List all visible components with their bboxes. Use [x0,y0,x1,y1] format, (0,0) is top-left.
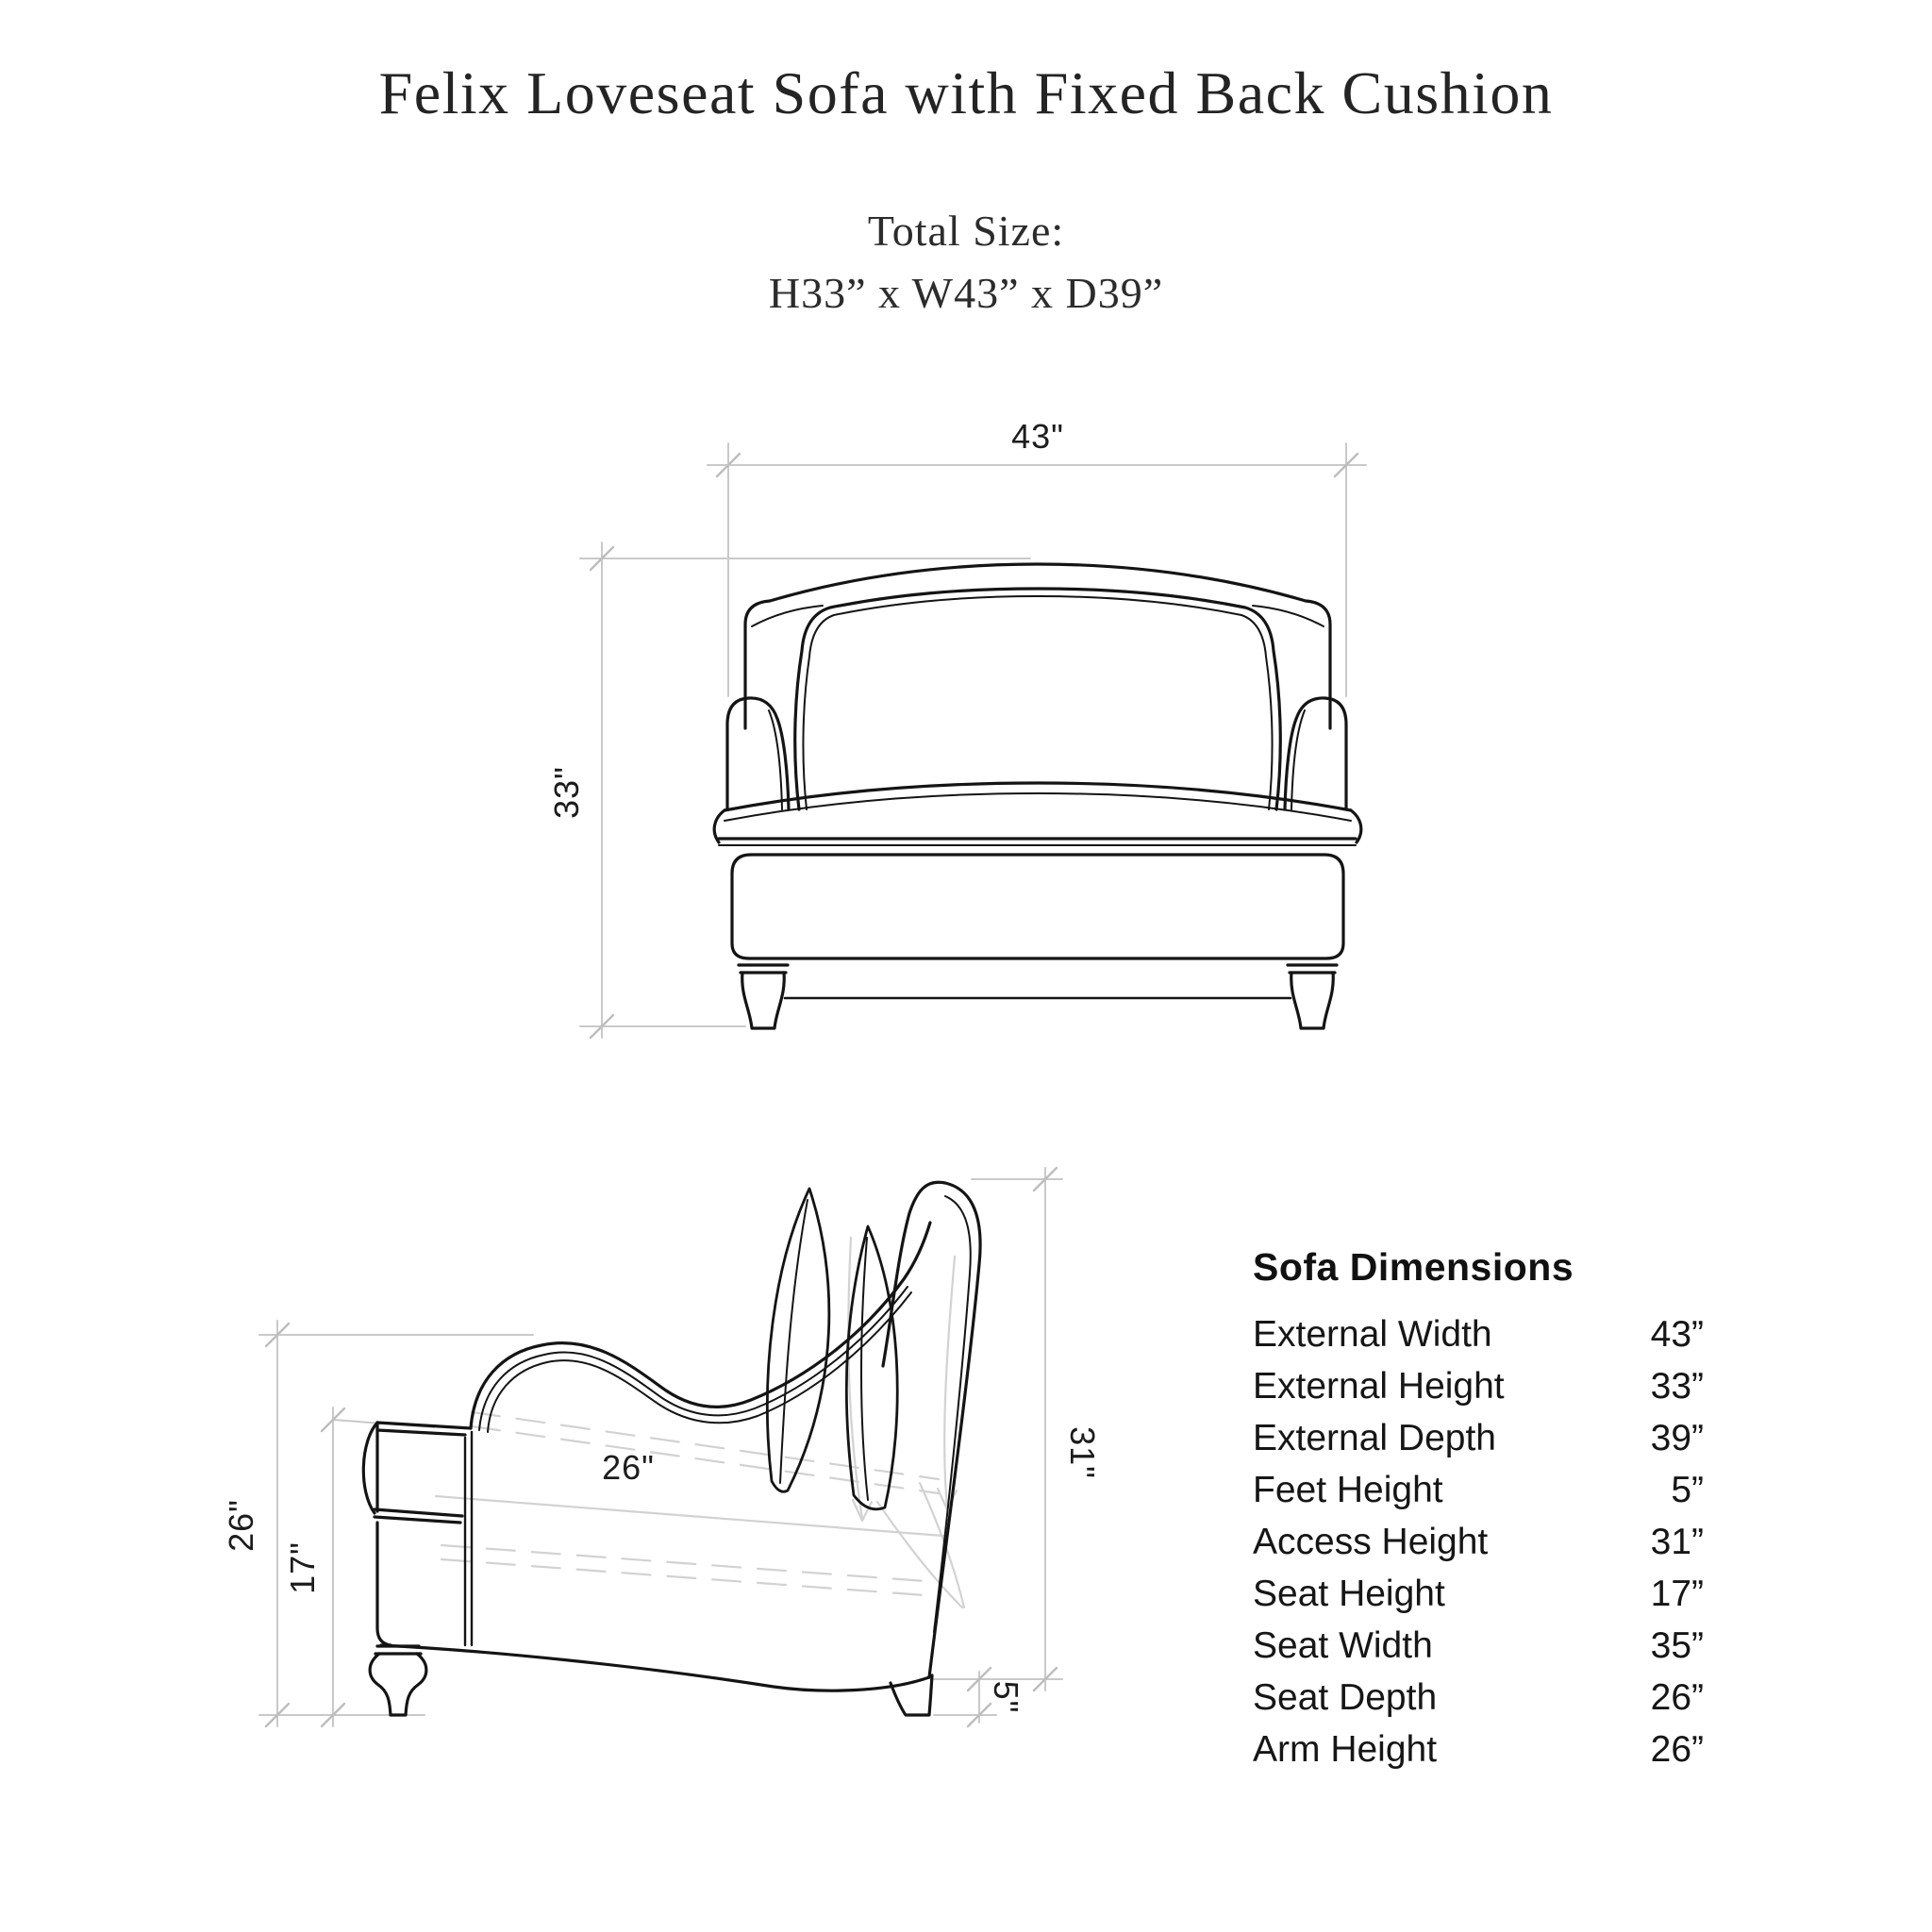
table-row [1253,1412,1704,1464]
front-view-sofa-outline [714,564,1361,1028]
table-row [1253,1516,1704,1568]
row-value: 35” [1650,1624,1704,1666]
page-title: Felix Loveseat Sofa with Fixed Back Cushion [378,59,1554,126]
table-row [1253,1360,1704,1412]
side-access-height-dim-label: 31" [1063,1426,1102,1479]
front-view-dimension-lines [580,443,1366,1038]
table-row [1253,1724,1704,1775]
row-value: 17” [1650,1573,1704,1614]
row-label: Seat Depth [1253,1676,1438,1718]
table-row [1253,1672,1704,1724]
side-arm-height-dim-label: 26" [222,1499,260,1552]
row-label: Seat Height [1253,1573,1445,1614]
row-label: Seat Width [1253,1624,1433,1666]
row-label: External Height [1253,1365,1505,1407]
side-seat-depth-dim-label: 26" [602,1448,655,1487]
row-label: External Width [1253,1313,1492,1355]
row-value: 43” [1650,1313,1704,1355]
row-value: 26” [1650,1676,1704,1718]
front-width-dim-label: 43" [1011,417,1064,456]
side-feet-height-dim-label: 5" [987,1680,1025,1714]
front-height-dim-label: 33" [547,766,586,819]
side-view-sofa-outline [363,1182,980,1715]
table-header: Sofa Dimensions [1253,1245,1574,1289]
side-view-dimension-lines [259,1168,1062,1726]
row-value: 39” [1650,1417,1704,1458]
row-value: 5” [1671,1469,1704,1510]
table-row [1253,1568,1704,1620]
row-label: Arm Height [1253,1728,1438,1770]
row-label: External Depth [1253,1417,1496,1458]
row-label: Feet Height [1253,1469,1443,1510]
total-size-dimensions: H33” x W43” x D39” [768,269,1164,317]
side-seat-height-dim-label: 17" [283,1541,322,1594]
table-row [1253,1464,1704,1516]
row-value: 26” [1650,1728,1704,1770]
row-value: 31” [1650,1521,1704,1562]
table-row [1253,1620,1704,1672]
total-size-label: Total Size: [867,207,1065,255]
sofa-dimensions-table [1253,1245,1704,1775]
row-label: Access Height [1253,1521,1489,1562]
table-row [1253,1308,1704,1360]
side-view-seat-depth-annotations [436,1238,964,1607]
row-value: 33” [1650,1365,1704,1407]
